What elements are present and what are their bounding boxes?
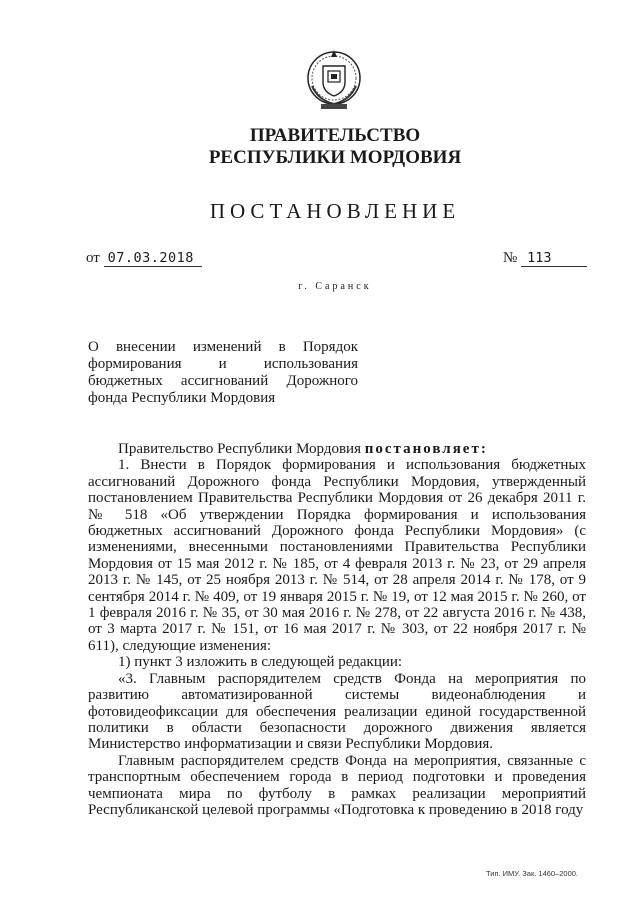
document-type: ПОСТАНОВЛЕНИЕ — [209, 199, 461, 223]
intro-text: Правительство Республики Мордовия — [118, 441, 365, 457]
paragraph-3: «3. Главным распорядителем средств Фонда на мероприятия по развитию автоматизированной системы видеонаблюдения и фотовидеофиксации для обеспечения реализации единой государственной политики в области безопасности дорожного движения является Министерство информатизации и связи Республики Мордовия. — [88, 670, 586, 753]
intro-paragraph — [88, 441, 586, 457]
paragraph-1: 1. Внести в Порядок формирования и использования бюджетных ассигнований Дорожного фонда Республики Мордовия, утвержденный постановлением Правительства Республики Мордовия от 26 декабря 2011 г. № 518 «Об утверждении Порядка формирования и использования бюджетных ассигнований Дорожного фонда Республики Мордовия» (с изменениями, внесенными постановлениями Правительства Республики Мордовия от 15 мая 2012 г. № 185, от 4 февраля 2013 г. № 23, от 29 апреля 2013 г. № 145, от 25 ноября 2013 г. № 514, от 28 апреля 2014 г. № 178, от 9 сентября 2014 г. № 409, от 19 января 2015 г. № 19, от 12 мая 2015 г. № 260, от 1 февраля 2016 г. № 35, от 30 мая 2016 г. № 278, от 22 августа 2016 г. № 438, от 3 марта 2017 г. № 151, от 16 мая 2017 г. № 303, от 22 ноября 2017 г. № 611), следующие изменения: — [88, 457, 586, 654]
paragraph-2: 1) пункт 3 изложить в следующей редакции: — [118, 654, 403, 671]
decree-body — [88, 441, 586, 818]
date-prefix: от — [86, 250, 100, 266]
decree-date — [86, 250, 202, 267]
print-footer: Тип. ИМУ. Зак. 1460–2000. — [486, 869, 579, 878]
coat-of-arms-icon — [304, 46, 364, 114]
decree-number — [503, 250, 587, 267]
decrees-word: постановляет: — [364, 441, 488, 457]
number-prefix: № — [503, 250, 518, 266]
city-name: г. Саранск — [298, 281, 372, 292]
number-value: 113 — [521, 250, 587, 267]
republic-title: РЕСПУБЛИКИ МОРДОВИЯ — [208, 147, 462, 168]
decree-subject: О внесении изменений в Порядок формирования и использования бюджетных ассигнований Дорожного фонда Республики Мордовия — [88, 339, 358, 406]
government-title: ПРАВИТЕЛЬСТВО — [249, 125, 421, 146]
date-value: 07.03.2018 — [104, 250, 202, 267]
paragraph-4: Главным распорядителем средств Фонда на мероприятия, связанные с транспортным обеспечением города в период подготовки и проведения чемпионата мира по футболу в рамках реализации мероприятий Республиканской целевой программы «Подготовка к проведению в 2018 году — [88, 752, 586, 818]
